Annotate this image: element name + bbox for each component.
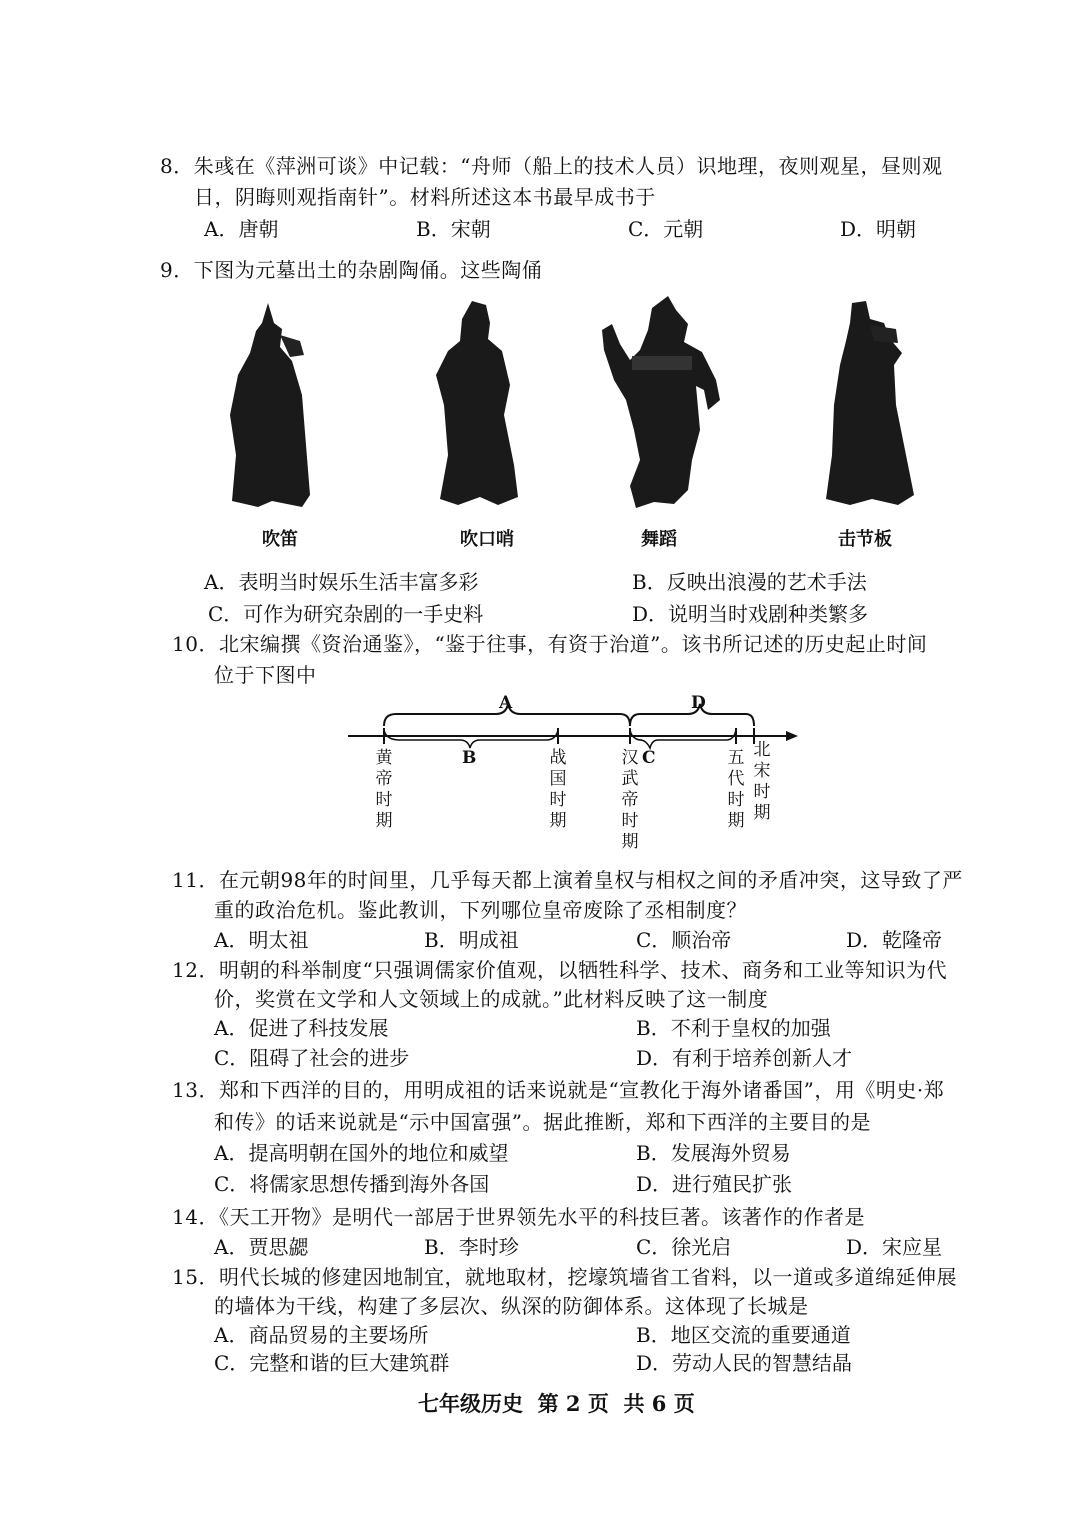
question-14-option-d: D．宋应星 [846, 1235, 943, 1259]
question-15-option-a: A．商品贸易的主要场所 [214, 1323, 429, 1347]
question-12-option-c: C．阻碍了社会的进步 [214, 1046, 410, 1070]
timeline-point-hanwudi: 汉武帝时期 [621, 748, 639, 852]
figure-caption-clapper: 击节板 [838, 529, 892, 550]
question-9-line-1: 9．下图为元墓出土的杂剧陶俑。这些陶俑 [160, 258, 543, 282]
question-9-option-c: C．可作为研究杂剧的一手史料 [208, 602, 484, 626]
timeline-point-huangdi: 黄帝时期 [375, 748, 393, 831]
question-15-line-2: 的墙体为干线，构建了多层次、纵深的防御体系。这体现了长城是 [214, 1294, 809, 1318]
timeline-point-wudai: 五代时期 [727, 748, 745, 831]
question-9-option-a: A．表明当时娱乐生活丰富多彩 [204, 570, 479, 594]
question-13-option-d: D．进行殖民扩张 [636, 1172, 793, 1196]
question-10-line-1: 10．北宋编撰《资治通鉴》，“鉴于往事，有资于治道”。该书所记述的历史起止时间 [172, 632, 928, 656]
question-11-option-b: B．明成祖 [424, 928, 519, 952]
question-11-line-1: 11．在元朝98年的时间里，几乎每天都上演着皇权与相权之间的矛盾冲突，这导致了严 [172, 868, 963, 892]
figurine-dance-image [592, 290, 742, 515]
question-11-option-d: D．乾隆帝 [846, 928, 943, 952]
timeline-label-a: A [499, 693, 513, 713]
figurine-whistle-image [418, 295, 538, 515]
question-14-line-1: 14．《天工开物》是明代一部居于世界领先水平的科技巨著。该著作的作者是 [172, 1205, 865, 1229]
question-15-line-1: 15．明代长城的修建因地制宜，就地取材，挖壕筑墙省工省料，以一道或多道绵延伸展 [172, 1265, 957, 1289]
timeline-point-zhanguo: 战国时期 [549, 748, 567, 831]
question-13-line-1: 13．郑和下西洋的目的，用明成祖的话来说就是“宣教化于海外诸番国”，用《明史·郑 [172, 1078, 945, 1102]
question-11-line-2: 重的政治危机。鉴此教训，下列哪位皇帝废除了丞相制度？ [214, 898, 747, 922]
question-9-option-b: B．反映出浪漫的艺术手法 [632, 570, 867, 594]
timeline-point-beisong: 北宋时期 [753, 740, 771, 823]
question-14-option-a: A．贾思勰 [214, 1235, 309, 1259]
question-13-line-2: 和传》的话来说就是“示中国富强”。据此推断，郑和下西洋的主要目的是 [214, 1110, 871, 1134]
figurine-flute-image [210, 295, 330, 515]
question-9-option-d: D．说明当时戏剧种类繁多 [632, 602, 869, 626]
page-footer: 七年级历史 第 2 页 共 6 页 [418, 1391, 695, 1416]
question-12-option-d: D．有利于培养创新人才 [636, 1046, 853, 1070]
question-15-option-b: B．地区交流的重要通道 [636, 1323, 851, 1347]
question-12-option-a: A．促进了科技发展 [214, 1016, 389, 1040]
question-8-line-1: 8．朱彧在《萍洲可谈》中记载：“舟师（船上的技术人员）识地理，夜则观星，昼则观 [160, 154, 943, 178]
timeline-label-c: C [642, 748, 656, 768]
question-12-option-b: B．不利于皇权的加强 [636, 1016, 831, 1040]
question-11-option-a: A．明太祖 [214, 928, 309, 952]
question-12-line-2: 价，奖赏在文学和人文领域上的成就。”此材料反映了这一制度 [214, 987, 769, 1011]
question-12-line-1: 12．明朝的科举制度“只强调儒家价值观，以牺牲科学、技术、商务和工业等知识为代 [172, 958, 948, 982]
question-13-option-b: B．发展海外贸易 [636, 1141, 791, 1165]
figure-caption-dance: 舞蹈 [641, 529, 677, 550]
question-14-option-c: C．徐光启 [636, 1235, 732, 1259]
question-8-line-2: 日，阴晦则观指南针”。材料所述这本书最早成书于 [194, 185, 656, 209]
question-14-option-b: B．李时珍 [424, 1235, 519, 1259]
question-15-option-d: D．劳动人民的智慧结晶 [636, 1351, 853, 1375]
figurine-clapper-image [810, 295, 930, 515]
question-8-option-a: A．唐朝 [204, 217, 279, 241]
question-10-line-2: 位于下图中 [214, 663, 317, 687]
figure-caption-whistle: 吹口哨 [460, 529, 514, 550]
figure-caption-flute: 吹笛 [262, 529, 298, 550]
question-15-option-c: C．完整和谐的巨大建筑群 [214, 1351, 450, 1375]
question-13-option-c: C．将儒家思想传播到海外各国 [214, 1172, 490, 1196]
question-13-option-a: A．提高明朝在国外的地位和威望 [214, 1141, 509, 1165]
question-11-option-c: C．顺治帝 [636, 928, 732, 952]
question-8-option-b: B．宋朝 [416, 217, 491, 241]
question-8-option-d: D．明朝 [840, 217, 917, 241]
question-8-option-c: C．元朝 [628, 217, 704, 241]
timeline-label-d: D [691, 693, 706, 713]
timeline-label-b: B [462, 748, 477, 768]
